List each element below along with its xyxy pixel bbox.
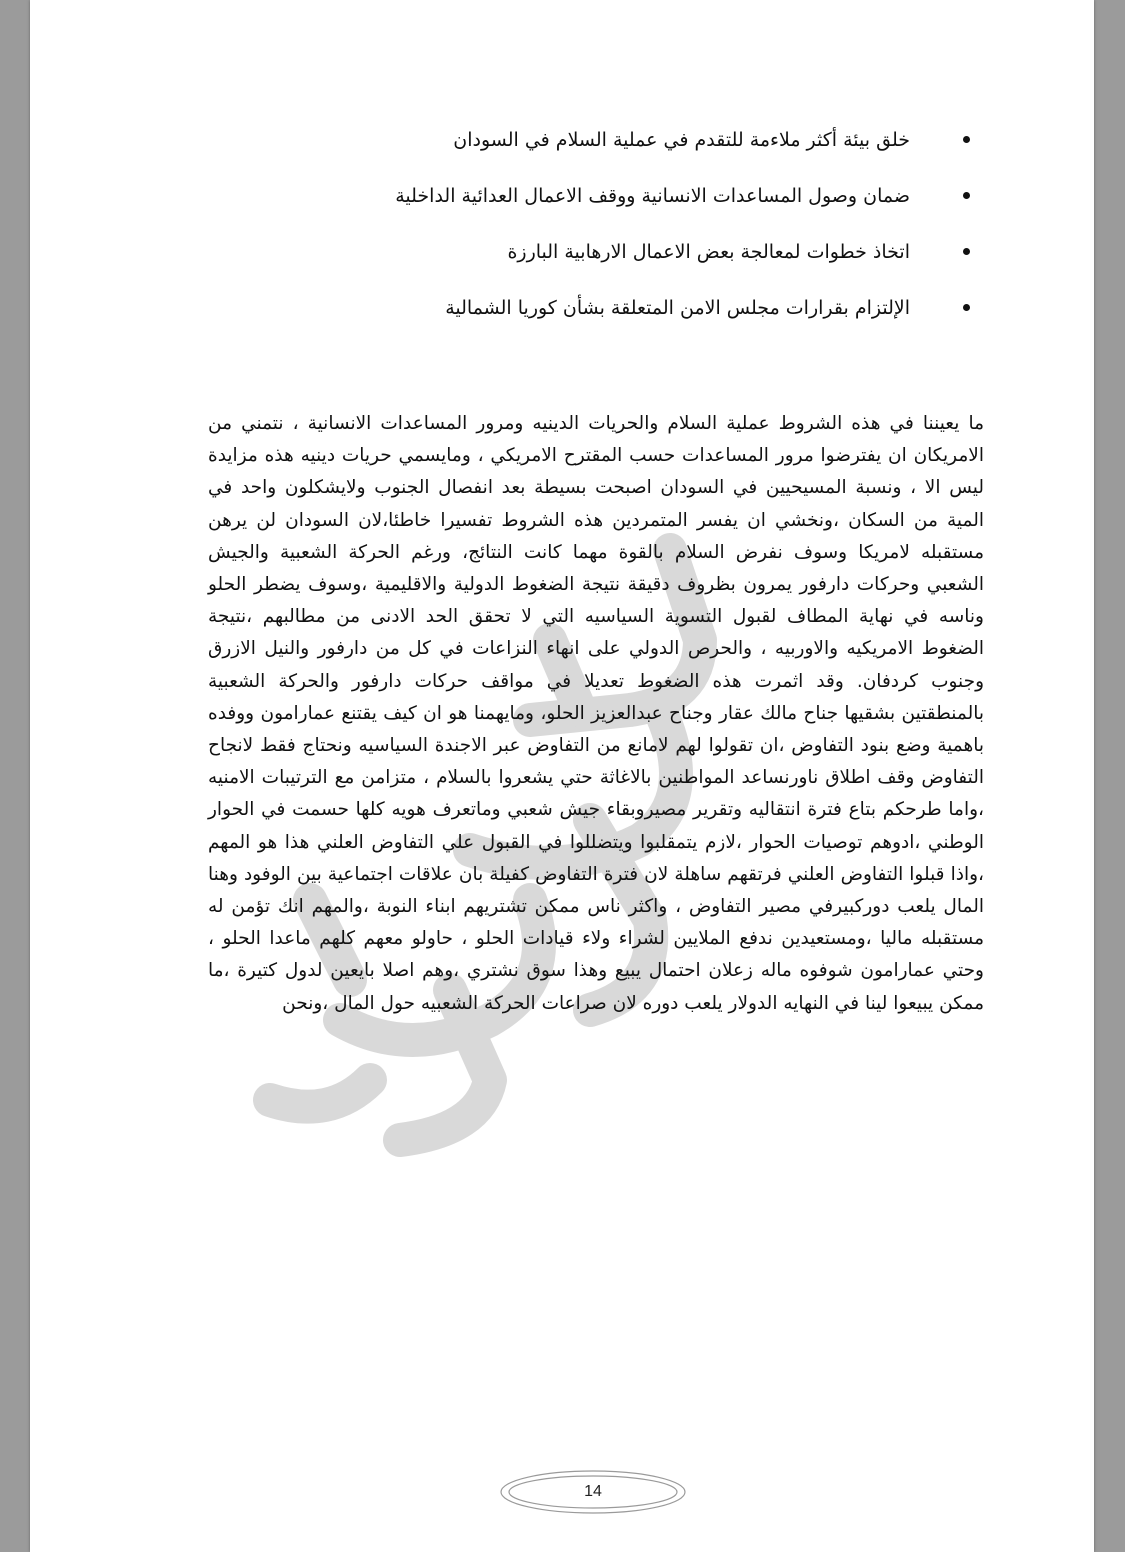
bullet-list (180, 112, 970, 336)
bullet-text: اتخاذ خطوات لمعالجة بعض الاعمال الارهابية البارزة (507, 241, 910, 263)
bullet-item (180, 168, 970, 224)
bullet-text: الإلتزام بقرارات مجلس الامن المتعلقة بشأن كوريا الشمالية (445, 297, 910, 319)
page-number: 14 (584, 1483, 602, 1500)
bullet-icon (963, 136, 970, 143)
bullet-icon (963, 192, 970, 199)
bullet-item (180, 280, 970, 336)
bullet-item (180, 112, 970, 168)
document-page (30, 0, 1094, 1552)
bullet-text: ضمان وصول المساعدات الانسانية ووقف الاعمال العدائية الداخلية (395, 185, 910, 207)
bullet-text: خلق بيئة أكثر ملاءمة للتقدم في عملية السلام في السودان (453, 129, 910, 151)
page-number-badge (498, 1468, 688, 1516)
bullet-item (180, 224, 970, 280)
bullet-icon (963, 304, 970, 311)
bullet-icon (963, 248, 970, 255)
body-paragraph: ما يعيننا في هذه الشروط عملية السلام والحريات الدينيه ومرور المساعدات الانسانية ، نتمني من الامريكان ان يفترضوا مرور المساعدات حسب المقترح الامريكي ، ومايسمي حريات دينيه هذه مزايدة ليس الا ، ونسبة المسيحيين في السودان اصبحت بسيطة بعد انفصال الجنوب ولايشكلون واحد في المية من السكان ،ونخشي ان يفسر المتمردين هذه الشروط تفسيرا خاطئا،لان السودان لن يرهن مستقبله لامريكا وسوف نفرض السلام بالقوة مهما كانت النتائج، ورغم الحركة الشعبية والجيش الشعبي وحركات دارفور يمرون بظروف دقيقة نتيجة الضغوط الدولية والاقليمية ،وسوف يضطر الحلو وناسه في نهاية المطاف لقبول التسوية السياسيه التي لا تحقق الحد الادنى من مطالبهم ،نتيجة الضغوط الامريكيه والاوربيه ، والحرص الدولي على انهاء النزاعات في كل من دارفور والنيل الازرق وجنوب كردفان. وقد اثمرت هذه الضغوط تعديلا في مواقف حركات دارفور والحركة الشعبية بالمنطقتين بشقيها جناح مالك عقار وجناح عبدالعزيز الحلو، ومايهمنا هو ان كيف يقتنع عمارامون ووفده باهمية وضع بنود التفاوض ،ان تقولوا لهم لامانع من التفاوض عبر الاجندة السياسيه ونحتاج فقط لانجاح التفاوض وقف اطلاق ناورنساعد المواطنين بالاغاثة حتي يشعروا بالسلام ، متزامن مع الترتيبات الامنيه ،واما طرحكم بتاع فترة انتقاليه وتقرير مصيروبقاء جيش شعبي وماتعرف هويه كلها حسمت في الحوار الوطني ،ادوهم توصيات الحوار ،لازم يتمقلبوا ويتضللوا في القبول علي التفاوض العلني هذا هو المهم ،واذا قبلوا التفاوض العلني فرتقهم ساهلة لان فترة التفاوض كفيلة بان علاقات اجتماعية بين الوفود وهنا المال يلعب دوركبيرفي مصير التفاوض ، واكثر ناس ممكن تشتريهم ابناء النوبة ،والمهم انك تؤمن له مستقبله ماليا ،ومستعيدين ندفع الملايين لشراء ولاء قيادات الحلو ، حاولو معهم كلهم ماعدا الحلو ، وحتي عمارامون شوفوه ماله زعلان احتمال يبيع وهذا سوق نشتري ،وهم اصلا بايعين لدول كتيرة ،ما ممكن يبيعوا لينا في النهايه الدولار يلعب دوره لان صراعات الحركة الشعبيه حول المال ،ونحن (208, 413, 984, 1014)
